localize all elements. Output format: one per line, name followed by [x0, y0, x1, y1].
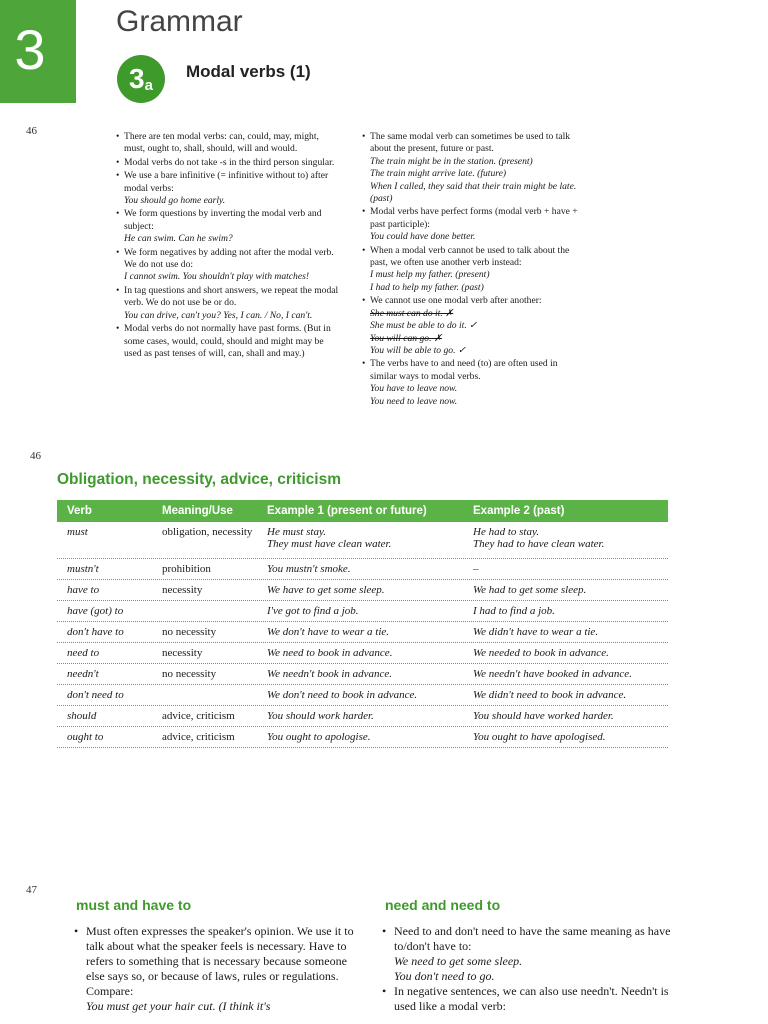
section-badge-number: 3: [129, 63, 145, 94]
note-text: In tag questions and short answers, we repeat the modal verb. We do not use be or do.: [124, 284, 339, 309]
note-example: You need to leave now.: [370, 395, 458, 407]
example-1-cell: [261, 601, 467, 618]
example-2-cell: [467, 643, 668, 660]
notes-left-column: [116, 131, 342, 361]
meaning-cell: [158, 643, 261, 660]
section-badge: [117, 55, 165, 103]
incorrect-example: You will can go. ✗: [370, 332, 442, 344]
obligation-section-title: Obligation, necessity, advice, criticism: [57, 471, 341, 488]
example-2-cell-line: We didn't have to wear a tie.: [473, 626, 599, 638]
verb-cell: [57, 706, 158, 723]
note-text: Modal verbs do not normally have past forms. (But in some cases, would, could, should and might may be used as past tenses of will, can, shall and may.): [124, 323, 331, 359]
verb-cell-line: needn't: [67, 668, 99, 680]
example-1-cell-line: You should work harder.: [267, 710, 374, 722]
notes-left-list: [116, 131, 342, 360]
section-badge-letter: a: [144, 77, 153, 94]
note-example: You could have done better.: [370, 231, 476, 243]
must-have-to-title: must and have to: [76, 897, 192, 913]
note-example: I cannot swim. You shouldn't play with matches!: [124, 271, 310, 283]
must-have-to-example: You must get your hair cut. (I think it's: [86, 999, 271, 1013]
verb-cell: [57, 580, 158, 597]
table-row: [57, 601, 668, 622]
must-have-to-body: [74, 924, 364, 1014]
correct-example: She must be able to do it. ✓: [370, 320, 478, 332]
notes-right-list: [362, 131, 584, 408]
example-2-cell: [467, 622, 668, 639]
verb-cell: [57, 685, 158, 702]
example-1-cell-line: We need to book in advance.: [267, 647, 393, 659]
verb-cell: [57, 601, 158, 618]
need-bullet-2: In negative sentences, we can also use needn't.: [394, 984, 618, 998]
example-1-cell: [261, 727, 467, 744]
example-2-cell: [467, 685, 668, 702]
page-title: Grammar: [116, 5, 243, 38]
incorrect-example: She must can do it. ✗: [370, 307, 454, 319]
verb-cell: [57, 727, 158, 744]
verb-cell-line: need to: [67, 647, 100, 659]
example-2-cell-line: We needed to book in advance.: [473, 647, 609, 659]
example-2-cell: [467, 664, 668, 681]
table-row: [57, 643, 668, 664]
need-example-2: You don't need to go.: [394, 969, 495, 983]
table-row: [57, 622, 668, 643]
note-example: You should go home early.: [124, 195, 226, 207]
meaning-cell: [158, 664, 261, 681]
note-text: When a modal verb cannot be used to talk about the past, we often use another verb instead:: [370, 244, 570, 269]
example-1-cell-line-2: They must have clean water.: [267, 538, 392, 550]
verb-cell-line: don't have to: [67, 626, 124, 638]
table-row: [57, 727, 668, 748]
note-text: We form negatives by adding not after the modal verb. We do not use do:: [124, 246, 334, 271]
meaning-cell: [158, 580, 261, 597]
need-example-1: We need to get some sleep.: [394, 954, 523, 968]
list-item: [116, 157, 342, 169]
need-bullet-1: Need to and don't need to have the same meaning as have to/don't have to:: [394, 924, 671, 953]
verb-cell-line: don't need to: [67, 689, 124, 701]
example-2-cell: [467, 559, 668, 576]
list-item: [74, 924, 364, 1014]
page-number-middle: 46: [30, 450, 41, 462]
example-1-cell: [261, 664, 467, 681]
must-have-to-text: Must often expresses the speaker's opinion. We use it to talk about what the speaker feels is necessary. Have to refers to something that is necessary because someone else says so, or because of laws, rules or regulations. Compare:: [86, 924, 354, 998]
example-2-cell-line: You ought to have apologised.: [473, 731, 606, 743]
section-subtitle: Modal verbs (1): [186, 62, 311, 81]
example-2-cell: [467, 580, 668, 597]
example-2-cell-line: He had to stay.: [473, 526, 539, 538]
note-text: We use a bare infinitive (= infinitive without to) after modal verbs:: [124, 170, 329, 194]
example-1-cell: [261, 685, 467, 702]
list-item: [362, 206, 584, 243]
header-example-2: Example 2 (past): [473, 505, 565, 517]
list-item: [362, 295, 584, 357]
table-row: [57, 580, 668, 601]
meaning-cell: [158, 559, 261, 576]
meaning-cell-line: necessity: [162, 647, 203, 659]
meaning-cell: [158, 706, 261, 723]
note-text: The verbs have to and need (to) are often used in similar ways to modal verbs.: [370, 358, 558, 382]
meaning-cell-line: obligation, necessity: [162, 526, 253, 538]
example-1-cell: [261, 706, 467, 723]
list-item: [362, 358, 584, 408]
note-example: I must help my father. (present): [370, 269, 490, 281]
example-1-cell: [261, 643, 467, 660]
meaning-cell: [158, 727, 261, 744]
verb-cell-line: must: [67, 526, 88, 538]
list-item: [382, 924, 672, 984]
example-1-cell-line: We don't need to book in advance.: [267, 689, 418, 701]
table-header-row: [57, 500, 668, 522]
header-meaning: Meaning/Use: [162, 505, 233, 517]
page-number-top: 46: [26, 125, 37, 137]
example-1-cell: [261, 580, 467, 597]
example-2-cell: [467, 727, 668, 744]
verb-cell: [57, 643, 158, 660]
list-item: [116, 131, 342, 156]
header-verb: Verb: [67, 505, 92, 517]
table-row: [57, 522, 668, 559]
example-1-cell-line: We needn't book in advance.: [267, 668, 393, 680]
note-text: Modal verbs have perfect forms (modal verb + have + past participle):: [370, 206, 578, 230]
meaning-cell: [158, 685, 261, 702]
example-2-cell-line-2: They had to have clean water.: [473, 538, 605, 550]
example-1-cell: [261, 522, 467, 550]
verb-cell-line: ought to: [67, 731, 104, 743]
list-item: [116, 247, 342, 284]
table-row: [57, 664, 668, 685]
notes-right-column: [362, 131, 584, 409]
meaning-cell-line: advice, criticism: [162, 731, 235, 743]
table-body: [57, 522, 668, 748]
meaning-cell-line: no necessity: [162, 668, 217, 680]
note-example: You have to leave now.: [370, 383, 458, 395]
list-item: [116, 285, 342, 322]
list-item: [116, 170, 342, 207]
need-need-to-title: need and need to: [385, 897, 501, 913]
example-1-cell: [261, 622, 467, 639]
example-1-cell-line: He must stay.: [267, 526, 326, 538]
list-item: [116, 208, 342, 245]
note-example: You can drive, can't you? Yes, I can. / No, I can't.: [124, 309, 313, 321]
example-1-cell-line: We don't have to wear a tie.: [267, 626, 390, 638]
meaning-cell-line: advice, criticism: [162, 710, 235, 722]
list-item: [362, 131, 584, 205]
meaning-cell-line: prohibition: [162, 563, 211, 575]
verb-cell: [57, 559, 158, 576]
note-example: The train might be in the station. (present): [370, 155, 533, 167]
header-example-1: Example 1 (present or future): [267, 505, 427, 517]
list-item: [362, 245, 584, 295]
example-1-cell-line: You mustn't smoke.: [267, 563, 351, 575]
chapter-number: 3: [14, 18, 46, 81]
obligation-table: [57, 500, 668, 748]
table-row: [57, 685, 668, 706]
example-1-cell: [261, 559, 467, 576]
example-2-cell-line: We had to get some sleep.: [473, 584, 587, 596]
example-2-cell: [467, 601, 668, 618]
note-text: The same modal verb can sometimes be used to talk about the present, future or past.: [370, 131, 571, 155]
example-2-cell: [467, 522, 668, 550]
list-item: [116, 323, 342, 360]
need-need-to-body: [382, 924, 672, 1014]
verb-cell-line: should: [67, 710, 97, 722]
meaning-cell: [158, 601, 261, 618]
example-2-cell-line: We needn't have booked in advance.: [473, 668, 632, 680]
example-2-cell-line: I had to find a job.: [473, 605, 555, 617]
note-text: We form questions by inverting the modal verb and subject:: [124, 208, 322, 232]
example-2-cell-line: –: [473, 563, 479, 575]
example-1-cell-line: We have to get some sleep.: [267, 584, 385, 596]
example-1-cell-line: I've got to find a job.: [267, 605, 359, 617]
meaning-cell-line: no necessity: [162, 626, 217, 638]
page-number-bottom: 47: [26, 884, 37, 896]
note-example: He can swim. Can he swim?: [124, 233, 233, 245]
verb-cell: [57, 664, 158, 681]
need-bullet-2b: Needn't is used like a modal verb:: [394, 984, 669, 1013]
meaning-cell-line: necessity: [162, 584, 203, 596]
note-example: When I called, they said that their train might be late. (past): [370, 180, 577, 205]
verb-cell-line: have to: [67, 584, 100, 596]
meaning-cell: [158, 622, 261, 639]
note-text: There are ten modal verbs: can, could, may, might, must, ought to, shall, should, will and would.: [124, 131, 319, 155]
list-item: [382, 984, 672, 1014]
table-row: [57, 706, 668, 727]
verb-cell-line: have (got) to: [67, 605, 124, 617]
note-example: I had to help my father. (past): [370, 281, 484, 293]
note-text: Modal verbs do not take -s in the third person singular.: [124, 156, 335, 168]
example-2-cell: [467, 706, 668, 723]
verb-cell: [57, 622, 158, 639]
verb-cell-line: mustn't: [67, 563, 99, 575]
verb-cell: [57, 522, 158, 539]
note-example: The train might arrive late. (future): [370, 168, 507, 180]
note-text: We cannot use one modal verb after another:: [370, 295, 542, 307]
example-2-cell-line: You should have worked harder.: [473, 710, 614, 722]
correct-example: You will be able to go. ✓: [370, 344, 466, 356]
table-row: [57, 559, 668, 580]
example-1-cell-line: You ought to apologise.: [267, 731, 371, 743]
example-2-cell-line: We didn't need to book in advance.: [473, 689, 627, 701]
chapter-tab: [0, 0, 76, 103]
meaning-cell: [158, 522, 261, 539]
